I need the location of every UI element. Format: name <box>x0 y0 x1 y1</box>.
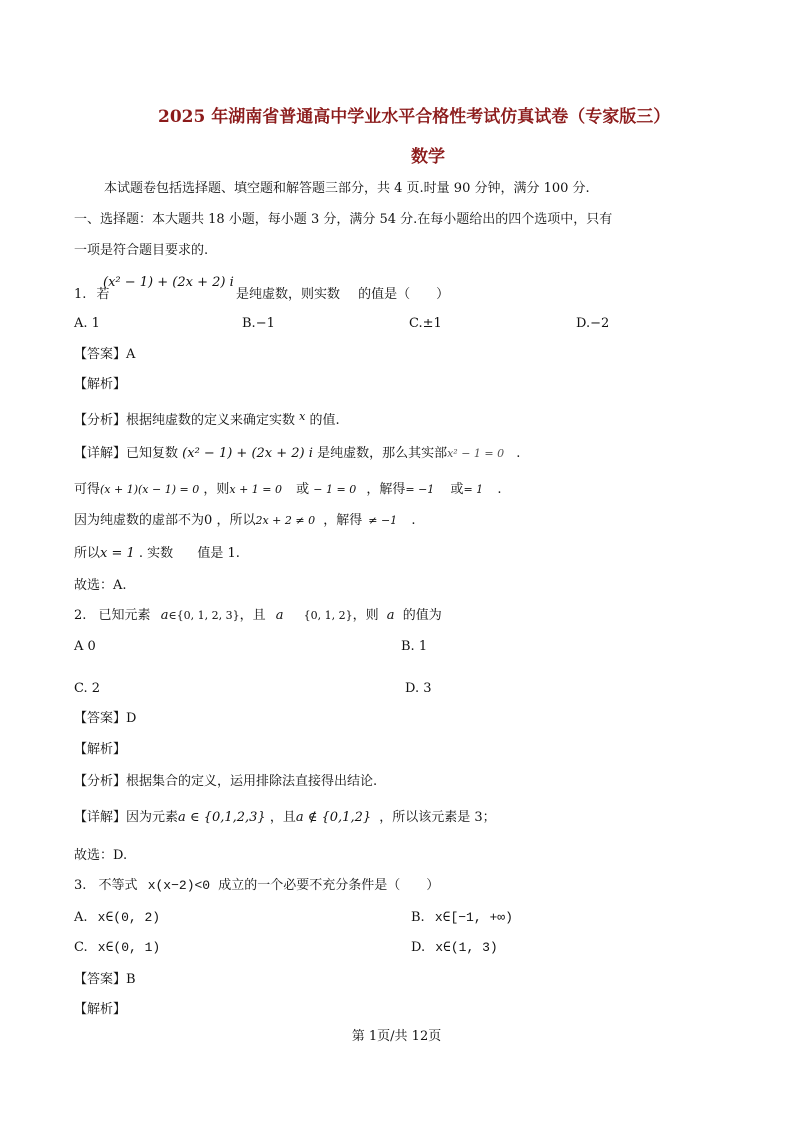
q2-detail-1: 【详解】因为元素a ∈ {0,1,2,3} ，且a ∉ {0,1,2} ，所以该元素是 3； <box>74 810 496 825</box>
q3-option-b: B. x∈[−1, +∞) <box>411 910 513 925</box>
q1-option-a: A. 1 <box>74 316 100 331</box>
q1-post: 是纯虚数，则实数 的值是（ ） <box>236 287 450 302</box>
q3-answer: 【答案】B <box>74 972 136 987</box>
q2-option-a: A 0 <box>74 639 96 654</box>
q3-option-c: C. x∈(0, 1) <box>74 940 161 955</box>
q2-option-d: D. 3 <box>405 681 432 696</box>
q1-option-d: D.−2 <box>576 316 610 331</box>
q1-pre: 若 <box>96 287 110 302</box>
q3-analysis-label: 【解析】 <box>74 1002 127 1017</box>
q3-option-d: D. x∈(1, 3) <box>411 940 498 955</box>
exam-title: 2025 年湖南省普通高中学业水平合格性考试仿真试卷（专家版三） <box>158 107 671 127</box>
q2-choose: 故选：D. <box>74 848 128 863</box>
q1-detail-4: 所以x = 1 . 实数 值是 1. <box>74 546 240 561</box>
q2-answer: 【答案】D <box>74 711 137 726</box>
q1-detail-2: 可得(x + 1)(x − 1) = 0 ，则x + 1 = 0 或 − 1 = 0 ，解得= −1 或= 1 . <box>74 482 502 497</box>
q1-answer: 【答案】A <box>74 347 136 362</box>
q2-stem: 2. 已知元素 a∈{0, 1, 2, 3}，且 a {0, 1, 2}，则 a 的值为 <box>74 608 442 623</box>
section1-line1: 一、选择题：本大题共 18 小题，每小题 3 分，满分 54 分.在每小题给出的四个选项中，只有 <box>74 212 613 227</box>
q3-option-a: A. x∈(0, 2) <box>74 910 161 925</box>
q2-option-c: C. 2 <box>74 681 101 696</box>
subject-title: 数学 <box>411 147 445 167</box>
q1-option-b: B.−1 <box>242 316 275 331</box>
section1-line2: 一项是符合题目要求的. <box>74 243 209 258</box>
intro-text: 本试题卷包括选择题、填空题和解答题三部分，共 4 页.时量 90 分钟，满分 100 分. <box>104 181 590 196</box>
q1-expression: (x² − 1) + (2x + 2) i <box>103 275 234 290</box>
q3-stem: 3. 不等式 x(x−2)<0 成立的一个必要不充分条件是（ ） <box>74 878 440 893</box>
q2-fenxi: 【分析】根据集合的定义，运用排除法直接得出结论. <box>74 774 378 789</box>
q2-analysis-label: 【解析】 <box>74 742 127 757</box>
q2-option-b: B. 1 <box>401 639 428 654</box>
q1-number: 1. <box>74 287 87 302</box>
q1-detail-1: 【详解】已知复数 (x² − 1) + (2x + 2) i 是纯虚数，那么其实部x² − 1 = 0 . <box>74 446 521 461</box>
q1-detail-3: 因为纯虚数的虚部不为0 ，所以2x + 2 ≠ 0 ，解得 ≠ −1 . <box>74 513 416 528</box>
q1-fenxi: 【分析】根据纯虚数的定义来确定实数 $^x$ 的值. <box>74 410 340 428</box>
q1-option-c: C.±1 <box>409 316 442 331</box>
q1-choose: 故选：A. <box>74 578 127 593</box>
q1-analysis-label: 【解析】 <box>74 377 127 392</box>
page-footer: 第 1页/共 12页 <box>351 1029 442 1044</box>
